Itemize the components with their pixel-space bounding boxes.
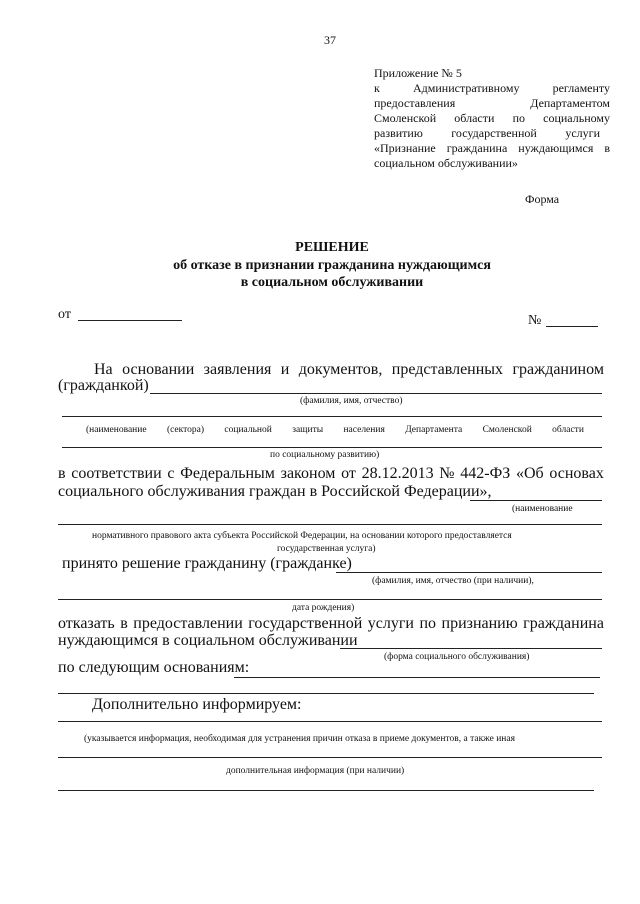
- law-line-2: социального обслуживания граждан в Российской Федерации»,: [58, 483, 492, 500]
- word: по: [512, 111, 525, 125]
- word: социальной: [224, 425, 272, 435]
- word: №: [439, 465, 455, 482]
- word: документов,: [298, 361, 383, 378]
- law-line-1: [58, 465, 604, 483]
- word: Смоленской: [482, 425, 532, 435]
- word: гражданином: [512, 361, 604, 378]
- number-label: №: [528, 313, 542, 328]
- act-line: [58, 524, 602, 525]
- word: Смоленской: [374, 111, 437, 125]
- word: услуги: [367, 615, 414, 632]
- word: основании: [122, 361, 195, 378]
- word: Департаментом: [530, 96, 610, 110]
- word: области: [454, 111, 495, 125]
- basis-line-2: (гражданкой): [58, 377, 149, 394]
- refuse-line-1: [58, 615, 604, 633]
- date-line: [78, 320, 182, 321]
- word: в: [604, 141, 610, 155]
- word: отказать: [58, 615, 115, 632]
- word: в: [58, 465, 66, 482]
- word: с: [167, 465, 175, 482]
- appendix-line-1: [374, 81, 610, 95]
- word: развитию: [374, 126, 423, 140]
- word: государственной: [248, 615, 363, 632]
- refuse-line-2: нуждающимся в социальном обслуживании: [58, 632, 358, 649]
- word: признанию: [441, 615, 518, 632]
- dept-line-2: [62, 447, 602, 448]
- info-line-1: [58, 721, 602, 722]
- additional-label: Дополнительно информируем:: [92, 696, 302, 713]
- word: от: [341, 465, 356, 482]
- word: основах: [549, 465, 604, 482]
- name-caption: (наименование: [512, 504, 573, 514]
- word: 442-ФЗ: [460, 465, 511, 482]
- act-caption-2: государственная услуга): [277, 544, 376, 554]
- word: по: [419, 615, 437, 632]
- word: «Об: [515, 465, 544, 482]
- word: Департамента: [405, 425, 463, 435]
- number-line: [546, 326, 598, 327]
- word: в: [120, 615, 128, 632]
- form-label: Форма: [525, 192, 560, 206]
- info-line-3: [58, 790, 594, 791]
- word: к: [374, 81, 380, 95]
- dept-caption: [86, 425, 584, 436]
- word: заявления: [203, 361, 272, 378]
- dept-caption-end: по социальному развитию): [270, 450, 380, 460]
- appendix-line-4: [374, 126, 600, 140]
- decision-text: принято решение гражданину (гражданке): [62, 555, 352, 572]
- heading-line-3: в социальном обслуживании: [240, 275, 424, 290]
- info-caption-2: дополнительная информация (при наличии): [226, 766, 405, 776]
- word: Федеральным: [180, 465, 275, 482]
- birth-caption: дата рождения): [292, 603, 355, 613]
- appendix-line-3: [374, 111, 610, 125]
- fio-line: [150, 393, 602, 394]
- word: гражданина: [523, 615, 604, 632]
- grounds-line-1: [234, 677, 600, 678]
- heading-line-2: об отказе в признании гражданина нуждающимся: [173, 258, 491, 273]
- from-label: от: [58, 307, 71, 322]
- fio2-caption: (фамилия, имя, отчество (при наличии),: [372, 576, 534, 586]
- word: регламенту: [552, 81, 610, 95]
- word: области: [552, 425, 584, 435]
- appendix-line-5: [374, 141, 610, 155]
- decision-fio-line: [336, 572, 602, 573]
- word: (наименование: [86, 425, 147, 435]
- word: государственной: [451, 126, 537, 140]
- word: и: [280, 361, 290, 378]
- word: законом: [280, 465, 336, 482]
- info-caption-1: (указывается информация, необходимая для устранения причин отказа в приеме документов, а также иная: [84, 734, 515, 744]
- word: предоставления: [374, 96, 456, 110]
- word: услуги: [565, 126, 600, 140]
- word: представленных: [391, 361, 504, 378]
- act-line-short: [470, 500, 602, 501]
- word: соответствии: [71, 465, 162, 482]
- word: На: [94, 361, 113, 378]
- form-service-line: [340, 648, 602, 649]
- info-line-2: [58, 757, 602, 758]
- birth-line: [58, 599, 602, 600]
- word: Административному: [412, 81, 520, 95]
- word: социальному: [543, 111, 610, 125]
- page-number: 37: [324, 33, 336, 47]
- word: предоставлении: [133, 615, 243, 632]
- word: населения: [343, 425, 385, 435]
- word: «Признание: [374, 141, 436, 155]
- word: (сектора): [166, 425, 205, 435]
- act-caption-1: нормативного правового акта субъекта Российской Федерации, на основании которого предоставляется: [92, 531, 512, 541]
- dept-line: [62, 416, 602, 417]
- fio-caption: (фамилия, имя, отчество): [300, 396, 403, 406]
- decision-title: РЕШЕНИЕ: [295, 240, 369, 255]
- appendix-line-2: [374, 96, 610, 110]
- basis-line-1: [94, 361, 604, 379]
- grounds-line-2: [58, 693, 594, 694]
- word: нуждающимся: [518, 141, 594, 155]
- word: гражданина: [446, 141, 508, 155]
- word: 28.12.2013: [361, 465, 434, 482]
- form-service-caption: (форма социального обслуживания): [384, 652, 530, 662]
- word: защиты: [292, 425, 324, 435]
- appendix-line-6: социальном обслуживании»: [374, 156, 518, 170]
- grounds-label: по следующим основаниям:: [58, 659, 250, 676]
- appendix-title: Приложение № 5: [374, 66, 462, 80]
